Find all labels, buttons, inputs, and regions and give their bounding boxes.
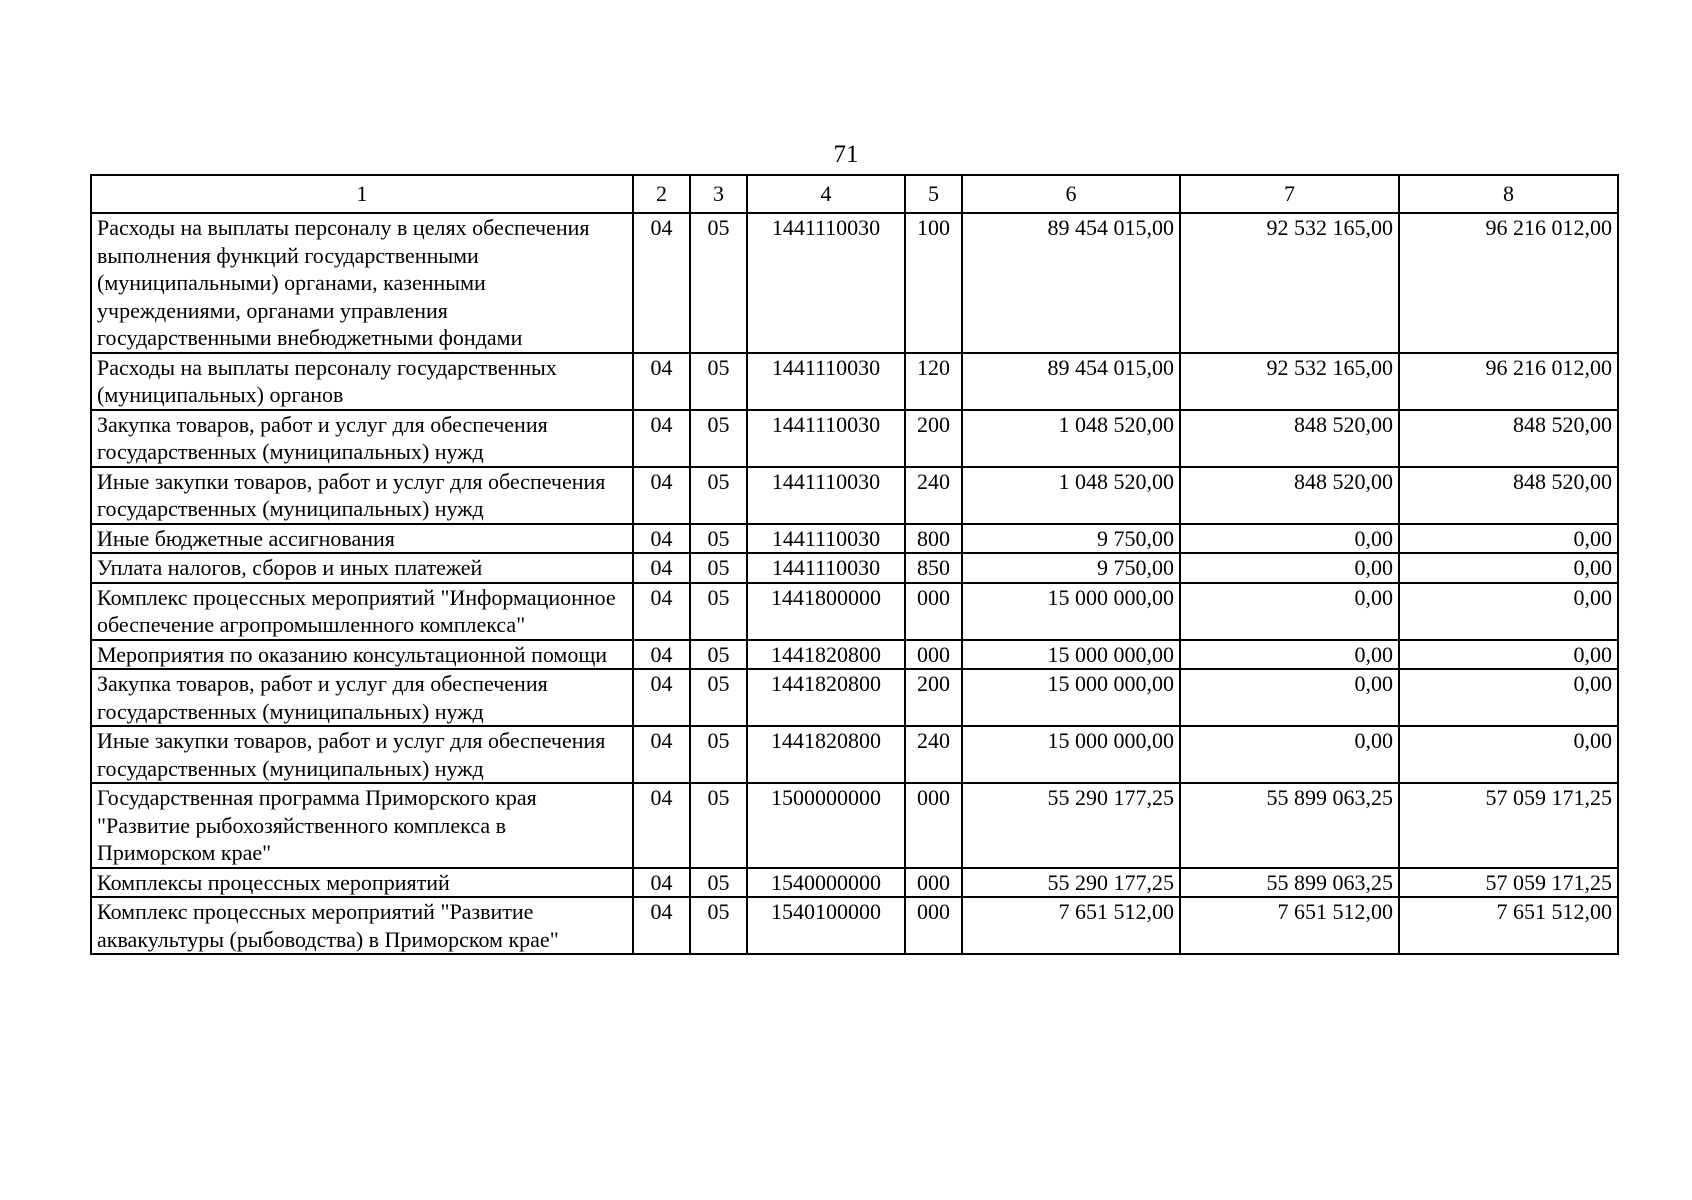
amount-col7-cell: 0,00 [1180, 726, 1399, 783]
target-article-cell: 1441110030 [747, 467, 905, 524]
amount-col6-cell: 1 048 520,00 [962, 467, 1180, 524]
amount-col8-cell: 0,00 [1399, 583, 1618, 640]
section-code-cell: 04 [633, 467, 690, 524]
target-article-cell: 1441800000 [747, 583, 905, 640]
subsection-code-cell: 05 [690, 467, 747, 524]
amount-col6-cell: 7 651 512,00 [962, 897, 1180, 954]
section-code-cell: 04 [633, 669, 690, 726]
column-header: 2 [633, 175, 690, 213]
column-header: 8 [1399, 175, 1618, 213]
amount-col7-cell: 92 532 165,00 [1180, 213, 1399, 353]
expense-type-cell: 240 [905, 467, 962, 524]
target-article-cell: 1441110030 [747, 553, 905, 583]
column-header: 7 [1180, 175, 1399, 213]
column-header: 5 [905, 175, 962, 213]
row-name-cell: Комплекс процессных мероприятий "Информационное обеспечение агропромышленного комплекса" [91, 583, 633, 640]
amount-col7-cell: 848 520,00 [1180, 467, 1399, 524]
subsection-code-cell: 05 [690, 583, 747, 640]
table-row [91, 553, 1618, 583]
amount-col7-cell: 848 520,00 [1180, 410, 1399, 467]
amount-col7-cell: 92 532 165,00 [1180, 353, 1399, 410]
amount-col6-cell: 1 048 520,00 [962, 410, 1180, 467]
target-article-cell: 1441820800 [747, 669, 905, 726]
target-article-cell: 1441110030 [747, 410, 905, 467]
table-row [91, 583, 1618, 640]
subsection-code-cell: 05 [690, 524, 747, 554]
expense-type-cell: 800 [905, 524, 962, 554]
amount-col7-cell: 0,00 [1180, 669, 1399, 726]
section-code-cell: 04 [633, 868, 690, 898]
amount-col8-cell: 0,00 [1399, 553, 1618, 583]
section-code-cell: 04 [633, 783, 690, 868]
section-code-cell: 04 [633, 524, 690, 554]
amount-col6-cell: 89 454 015,00 [962, 213, 1180, 353]
expense-type-cell: 100 [905, 213, 962, 353]
row-name-cell: Иные закупки товаров, работ и услуг для обеспечения государственных (муниципальных) нужд [91, 467, 633, 524]
subsection-code-cell: 05 [690, 783, 747, 868]
subsection-code-cell: 05 [690, 897, 747, 954]
section-code-cell: 04 [633, 353, 690, 410]
amount-col8-cell: 57 059 171,25 [1399, 783, 1618, 868]
target-article-cell: 1500000000 [747, 783, 905, 868]
expense-type-cell: 000 [905, 783, 962, 868]
table-row [91, 868, 1618, 898]
target-article-cell: 1540000000 [747, 868, 905, 898]
subsection-code-cell: 05 [690, 410, 747, 467]
amount-col7-cell: 55 899 063,25 [1180, 868, 1399, 898]
row-name-cell: Расходы на выплаты персоналу государственных (муниципальных) органов [91, 353, 633, 410]
expense-type-cell: 120 [905, 353, 962, 410]
table-row [91, 353, 1618, 410]
table-row [91, 213, 1618, 353]
table-row [91, 640, 1618, 670]
amount-col7-cell: 0,00 [1180, 583, 1399, 640]
target-article-cell: 1441110030 [747, 353, 905, 410]
amount-col7-cell: 55 899 063,25 [1180, 783, 1399, 868]
row-name-cell: Уплата налогов, сборов и иных платежей [91, 553, 633, 583]
amount-col6-cell: 15 000 000,00 [962, 726, 1180, 783]
subsection-code-cell: 05 [690, 726, 747, 783]
expense-type-cell: 200 [905, 410, 962, 467]
amount-col7-cell: 7 651 512,00 [1180, 897, 1399, 954]
column-header: 3 [690, 175, 747, 213]
subsection-code-cell: 05 [690, 640, 747, 670]
subsection-code-cell: 05 [690, 213, 747, 353]
target-article-cell: 1441820800 [747, 726, 905, 783]
row-name-cell: Иные закупки товаров, работ и услуг для обеспечения государственных (муниципальных) нужд [91, 726, 633, 783]
row-name-cell: Закупка товаров, работ и услуг для обеспечения государственных (муниципальных) нужд [91, 669, 633, 726]
subsection-code-cell: 05 [690, 353, 747, 410]
amount-col8-cell: 848 520,00 [1399, 410, 1618, 467]
expense-type-cell: 000 [905, 868, 962, 898]
amount-col7-cell: 0,00 [1180, 524, 1399, 554]
subsection-code-cell: 05 [690, 868, 747, 898]
column-header: 4 [747, 175, 905, 213]
column-header: 6 [962, 175, 1180, 213]
amount-col8-cell: 0,00 [1399, 726, 1618, 783]
amount-col6-cell: 9 750,00 [962, 553, 1180, 583]
table-row [91, 467, 1618, 524]
section-code-cell: 04 [633, 410, 690, 467]
table-row [91, 669, 1618, 726]
section-code-cell: 04 [633, 583, 690, 640]
budget-table [90, 174, 1619, 955]
amount-col8-cell: 7 651 512,00 [1399, 897, 1618, 954]
amount-col6-cell: 9 750,00 [962, 524, 1180, 554]
row-name-cell: Комплексы процессных мероприятий [91, 868, 633, 898]
amount-col8-cell: 57 059 171,25 [1399, 868, 1618, 898]
amount-col8-cell: 848 520,00 [1399, 467, 1618, 524]
expense-type-cell: 200 [905, 669, 962, 726]
target-article-cell: 1540100000 [747, 897, 905, 954]
expense-type-cell: 240 [905, 726, 962, 783]
section-code-cell: 04 [633, 726, 690, 783]
table-row [91, 524, 1618, 554]
amount-col6-cell: 15 000 000,00 [962, 583, 1180, 640]
row-name-cell: Расходы на выплаты персоналу в целях обеспечения выполнения функций государственными (муниципальными) органами, казенными учреждениями, органами управления государственными внебюджетными фондами [91, 213, 633, 353]
table-header-row [91, 175, 1618, 213]
section-code-cell: 04 [633, 897, 690, 954]
amount-col7-cell: 0,00 [1180, 640, 1399, 670]
expense-type-cell: 000 [905, 583, 962, 640]
amount-col6-cell: 55 290 177,25 [962, 868, 1180, 898]
amount-col7-cell: 0,00 [1180, 553, 1399, 583]
row-name-cell: Иные бюджетные ассигнования [91, 524, 633, 554]
amount-col6-cell: 15 000 000,00 [962, 669, 1180, 726]
amount-col8-cell: 96 216 012,00 [1399, 213, 1618, 353]
row-name-cell: Комплекс процессных мероприятий "Развитие аквакультуры (рыбоводства) в Приморском крае" [91, 897, 633, 954]
amount-col8-cell: 0,00 [1399, 640, 1618, 670]
table-row [91, 410, 1618, 467]
table-row [91, 726, 1618, 783]
amount-col8-cell: 96 216 012,00 [1399, 353, 1618, 410]
amount-col8-cell: 0,00 [1399, 669, 1618, 726]
subsection-code-cell: 05 [690, 553, 747, 583]
subsection-code-cell: 05 [690, 669, 747, 726]
expense-type-cell: 000 [905, 640, 962, 670]
section-code-cell: 04 [633, 213, 690, 353]
expense-type-cell: 000 [905, 897, 962, 954]
target-article-cell: 1441110030 [747, 524, 905, 554]
column-header: 1 [91, 175, 633, 213]
target-article-cell: 1441820800 [747, 640, 905, 670]
amount-col6-cell: 55 290 177,25 [962, 783, 1180, 868]
row-name-cell: Закупка товаров, работ и услуг для обеспечения государственных (муниципальных) нужд [91, 410, 633, 467]
page-number: 71 [833, 141, 859, 168]
amount-col8-cell: 0,00 [1399, 524, 1618, 554]
expense-type-cell: 850 [905, 553, 962, 583]
row-name-cell: Государственная программа Приморского края "Развитие рыбохозяйственного комплекса в Приморском крае" [91, 783, 633, 868]
amount-col6-cell: 15 000 000,00 [962, 640, 1180, 670]
table-row [91, 783, 1618, 868]
target-article-cell: 1441110030 [747, 213, 905, 353]
section-code-cell: 04 [633, 640, 690, 670]
table-row [91, 897, 1618, 954]
row-name-cell: Мероприятия по оказанию консультационной помощи [91, 640, 633, 670]
amount-col6-cell: 89 454 015,00 [962, 353, 1180, 410]
section-code-cell: 04 [633, 553, 690, 583]
